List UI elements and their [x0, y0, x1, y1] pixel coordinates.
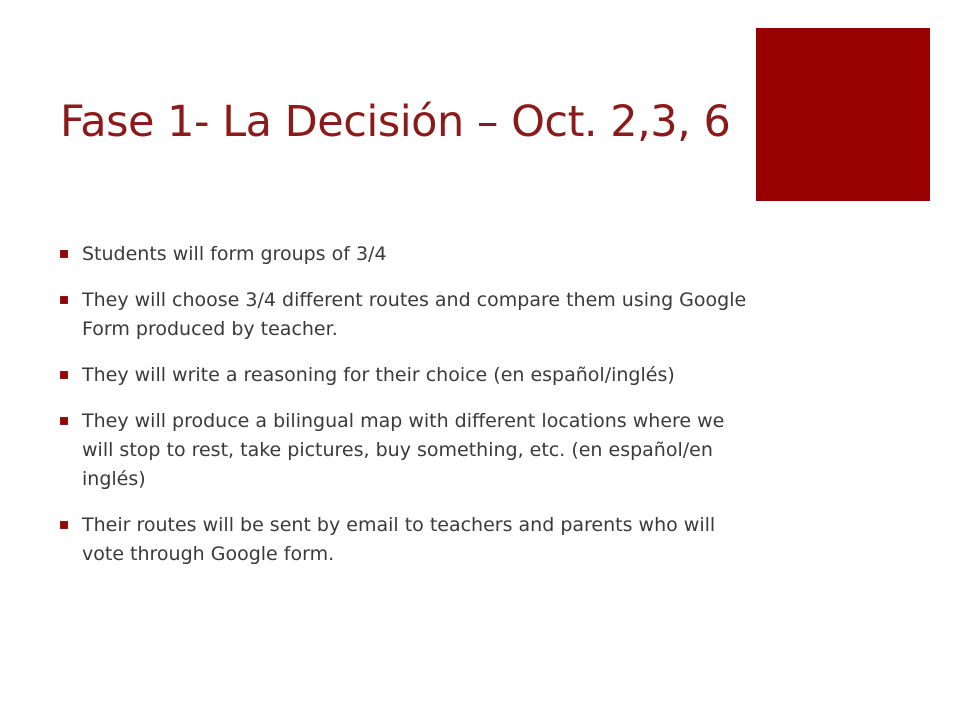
bullet-text: Their routes will be sent by email to teachers and parents who will vote through Google form.	[82, 514, 716, 565]
square-bullet-icon	[60, 521, 68, 529]
bullet-item	[60, 240, 750, 269]
bullet-item	[60, 407, 750, 494]
bullet-list	[60, 240, 750, 586]
square-bullet-icon	[60, 250, 68, 258]
bullet-item	[60, 361, 750, 390]
bullet-text: They will choose 3/4 different routes and compare them using Google Form produced by teacher.	[82, 289, 747, 340]
square-bullet-icon	[60, 417, 68, 425]
accent-square	[756, 28, 930, 201]
bullet-text: Students will form groups of 3/4	[82, 243, 387, 265]
bullet-text: They will produce a bilingual map with different locations where we will stop to rest, take pictures, buy something, etc. (en español/en inglés)	[82, 410, 725, 490]
bullet-item	[60, 286, 750, 344]
square-bullet-icon	[60, 296, 68, 304]
bullet-item	[60, 511, 750, 569]
bullet-text: They will write a reasoning for their choice (en español/inglés)	[82, 364, 675, 386]
slide-title: Fase 1- La Decisión – Oct. 2,3, 6	[60, 97, 731, 147]
square-bullet-icon	[60, 371, 68, 379]
